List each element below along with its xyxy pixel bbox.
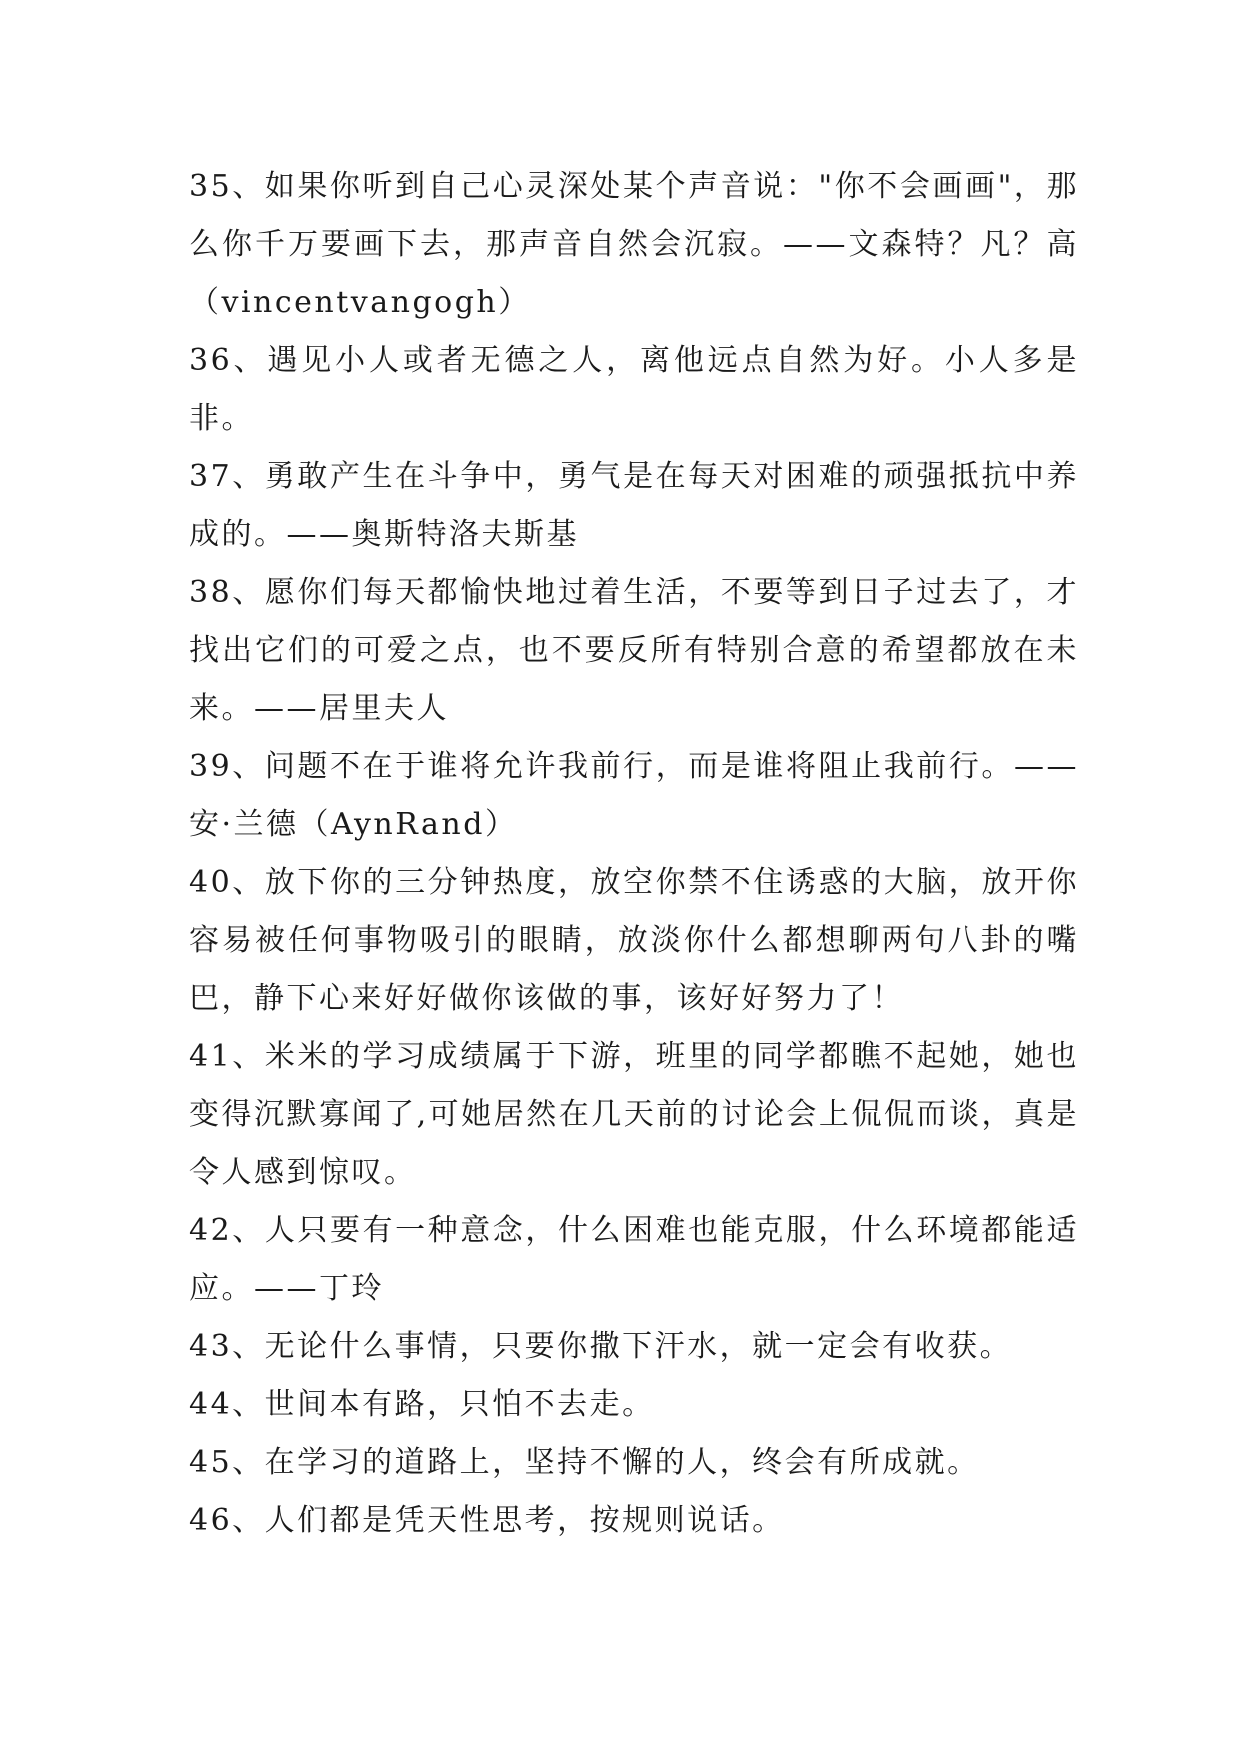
quote-paragraph-41: 41、米米的学习成绩属于下游，班里的同学都瞧不起她，她也变得沉默寡闻了,可她居然在几天前的讨论会上侃侃而谈，真是令人感到惊叹。 <box>189 1039 1079 1190</box>
quote-paragraph-42: 42、人只要有一种意念，什么困难也能克服，什么环境都能适应。——丁玲 <box>189 1213 1079 1306</box>
quote-paragraph-36: 36、遇见小人或者无德之人，离他远点自然为好。小人多是非。 <box>189 343 1079 436</box>
quote-paragraph-45: 45、在学习的道路上，坚持不懈的人，终会有所成就。 <box>189 1445 980 1480</box>
document-body <box>189 158 1079 1550</box>
quote-paragraph-39: 39、问题不在于谁将允许我前行，而是谁将阻止我前行。——安·兰德（AynRand） <box>189 749 1079 842</box>
quote-paragraph-44: 44、世间本有路，只怕不去走。 <box>189 1387 655 1422</box>
quote-paragraph-40: 40、放下你的三分钟热度，放空你禁不住诱惑的大脑，放开你容易被任何事物吸引的眼睛，放淡你什么都想聊两句八卦的嘴巴，静下心来好好做你该做的事，该好好努力了！ <box>189 865 1079 1016</box>
quote-paragraph-35: 35、如果你听到自己心灵深处某个声音说："你不会画画"，那么你千万要画下去，那声音自然会沉寂。——文森特？凡？高（vincentvangogh） <box>189 169 1079 320</box>
quote-paragraph-38: 38、愿你们每天都愉快地过着生活，不要等到日子过去了，才找出它们的可爱之点，也不要反所有特别合意的希望都放在未来。——居里夫人 <box>189 575 1079 726</box>
quote-paragraph-37: 37、勇敢产生在斗争中，勇气是在每天对困难的顽强抵抗中养成的。——奥斯特洛夫斯基 <box>189 459 1079 552</box>
quote-paragraph-43: 43、无论什么事情，只要你撒下汗水，就一定会有收获。 <box>189 1329 1013 1364</box>
quote-paragraph-46: 46、人们都是凭天性思考，按规则说话。 <box>189 1503 785 1538</box>
